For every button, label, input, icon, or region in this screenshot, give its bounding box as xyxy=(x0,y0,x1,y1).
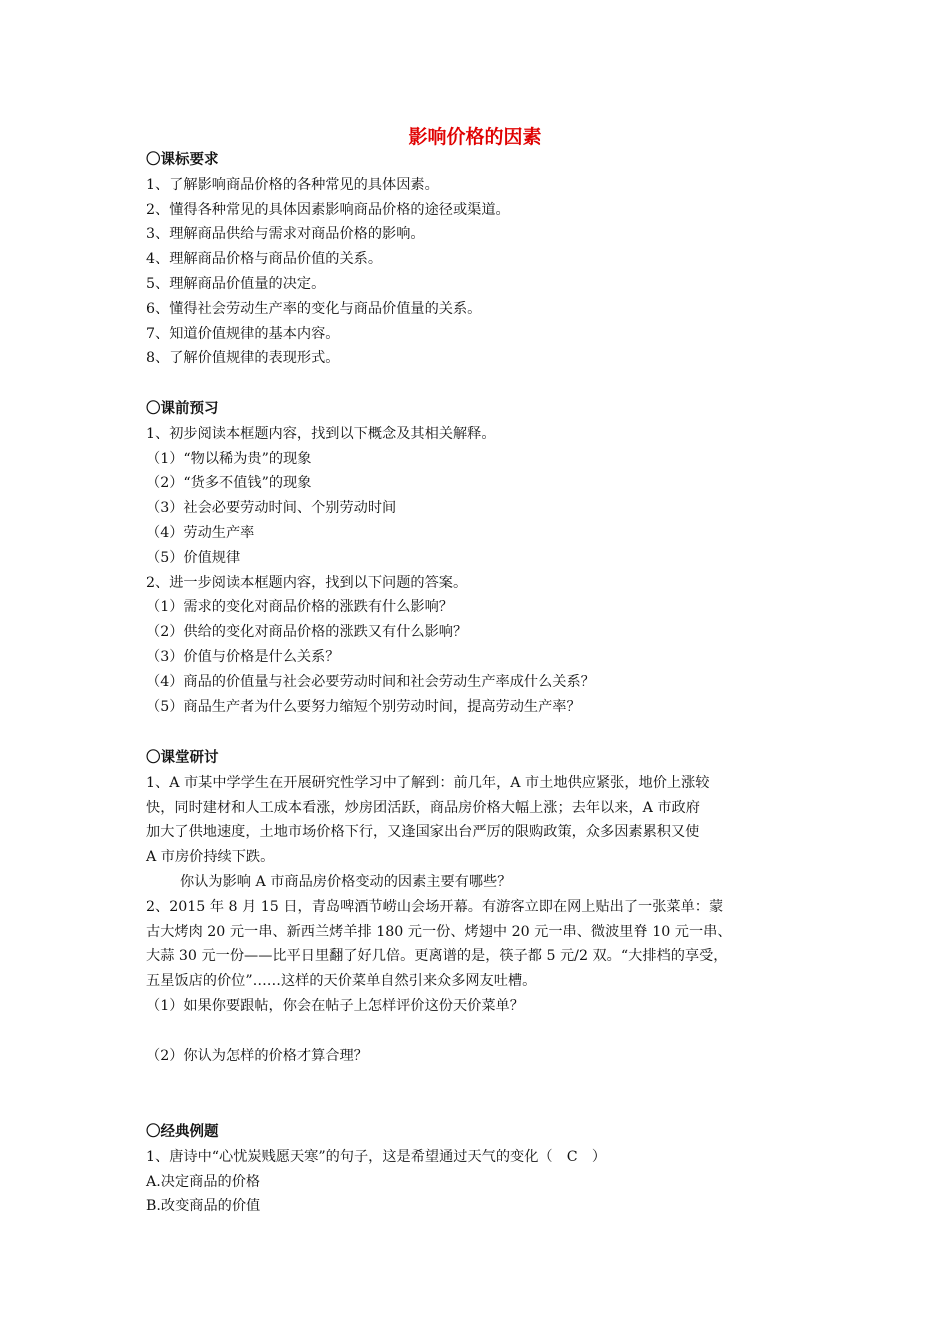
paragraph-line: A 市房价持续下跌。 xyxy=(146,849,275,866)
page-title: 影响价格的因素 xyxy=(408,126,542,148)
question: 你认为影响 A 市商品房价格变动的因素主要有哪些？ xyxy=(180,873,512,890)
question: 1、初步阅读本框题内容，找到以下概念及其相关解释。 xyxy=(146,425,496,442)
section-examples xyxy=(146,1120,826,1219)
section-heading: 〇课堂研讨 xyxy=(146,750,219,766)
answer-option: B.改变商品的价值 xyxy=(146,1198,261,1215)
list-item: 3、理解商品供给与需求对商品价格的影响。 xyxy=(146,226,425,243)
answer-option: A.决定商品的价格 xyxy=(146,1173,261,1190)
question: （2）你认为怎样的价格才算合理？ xyxy=(146,1047,368,1064)
section-heading: 〇课标要求 xyxy=(146,152,219,168)
list-item: （1）需求的变化对商品价格的涨跌有什么影响？ xyxy=(146,599,453,616)
paragraph-line: 大蒜 30 元一份——比平日里翻了好几倍。更离谱的是，筷子都 5 元/2 双。“大排档的享受， xyxy=(146,948,728,965)
list-item: （5）商品生产者为什么要努力缩短个别劳动时间，提高劳动生产率？ xyxy=(146,698,581,715)
list-item: （2）“货多不值钱”的现象 xyxy=(146,475,312,492)
paragraph-line: 五星饭店的价位”……这样的天价菜单自然引来众多网友吐槽。 xyxy=(146,973,537,990)
paragraph-line: 1、A 市某中学学生在开展研究性学习中了解到：前几年，A 市土地供应紧张，地价上涨较 xyxy=(146,774,710,791)
question: 2、进一步阅读本框题内容，找到以下问题的答案。 xyxy=(146,574,468,591)
section-standards xyxy=(146,148,826,371)
list-item: （1）“物以稀为贵”的现象 xyxy=(146,450,312,467)
paragraph-line: 2、2015 年 8 月 15 日，青岛啤酒节崂山会场开幕。有游客立即在网上贴出了一张菜单：蒙 xyxy=(146,898,724,915)
list-item: （5）价值规律 xyxy=(146,549,241,566)
list-item: （4）商品的价值量与社会必要劳动时间和社会劳动生产率成什么关系？ xyxy=(146,673,595,690)
list-item: 1、了解影响商品价格的各种常见的具体因素。 xyxy=(146,176,439,193)
section-heading: 〇课前预习 xyxy=(146,401,219,417)
paragraph-line: 古大烤肉 20 元一串、新西兰烤羊排 180 元一份、烤翅中 20 元一串、微波里脊 10 元一串、 xyxy=(146,923,732,940)
section-preview xyxy=(146,397,826,719)
section-discussion xyxy=(146,746,826,1068)
list-item: 2、懂得各种常见的具体因素影响商品价格的途径或渠道。 xyxy=(146,201,510,218)
question: 1、唐诗中“心忧炭贱愿天寒”的句子，这是希望通过天气的变化（ C ） xyxy=(146,1148,607,1165)
list-item: （2）供给的变化对商品价格的涨跌又有什么影响？ xyxy=(146,624,468,641)
blank-line xyxy=(146,1019,826,1044)
list-item: 6、懂得社会劳动生产率的变化与商品价值量的关系。 xyxy=(146,300,482,317)
list-item: （3）社会必要劳动时间、个别劳动时间 xyxy=(146,500,397,517)
list-item: （4）劳动生产率 xyxy=(146,524,255,541)
paragraph-line: 快，同时建材和人工成本看涨，炒房团活跃，商品房价格大幅上涨；去年以来，A 市政府 xyxy=(146,799,700,816)
paragraph-line: 加大了供地速度，土地市场价格下行，又逢国家出台严厉的限购政策，众多因素累积又使 xyxy=(146,824,700,841)
list-item: 7、知道价值规律的基本内容。 xyxy=(146,325,340,342)
list-item: 8、了解价值规律的表现形式。 xyxy=(146,350,340,367)
list-item: （3）价值与价格是什么关系？ xyxy=(146,648,340,665)
list-item: 4、理解商品价格与商品价值的关系。 xyxy=(146,251,383,268)
list-item: 5、理解商品价值量的决定。 xyxy=(146,275,326,292)
question: （1）如果你要跟帖，你会在帖子上怎样评价这份天价菜单？ xyxy=(146,997,524,1014)
section-heading: 〇经典例题 xyxy=(146,1124,219,1140)
